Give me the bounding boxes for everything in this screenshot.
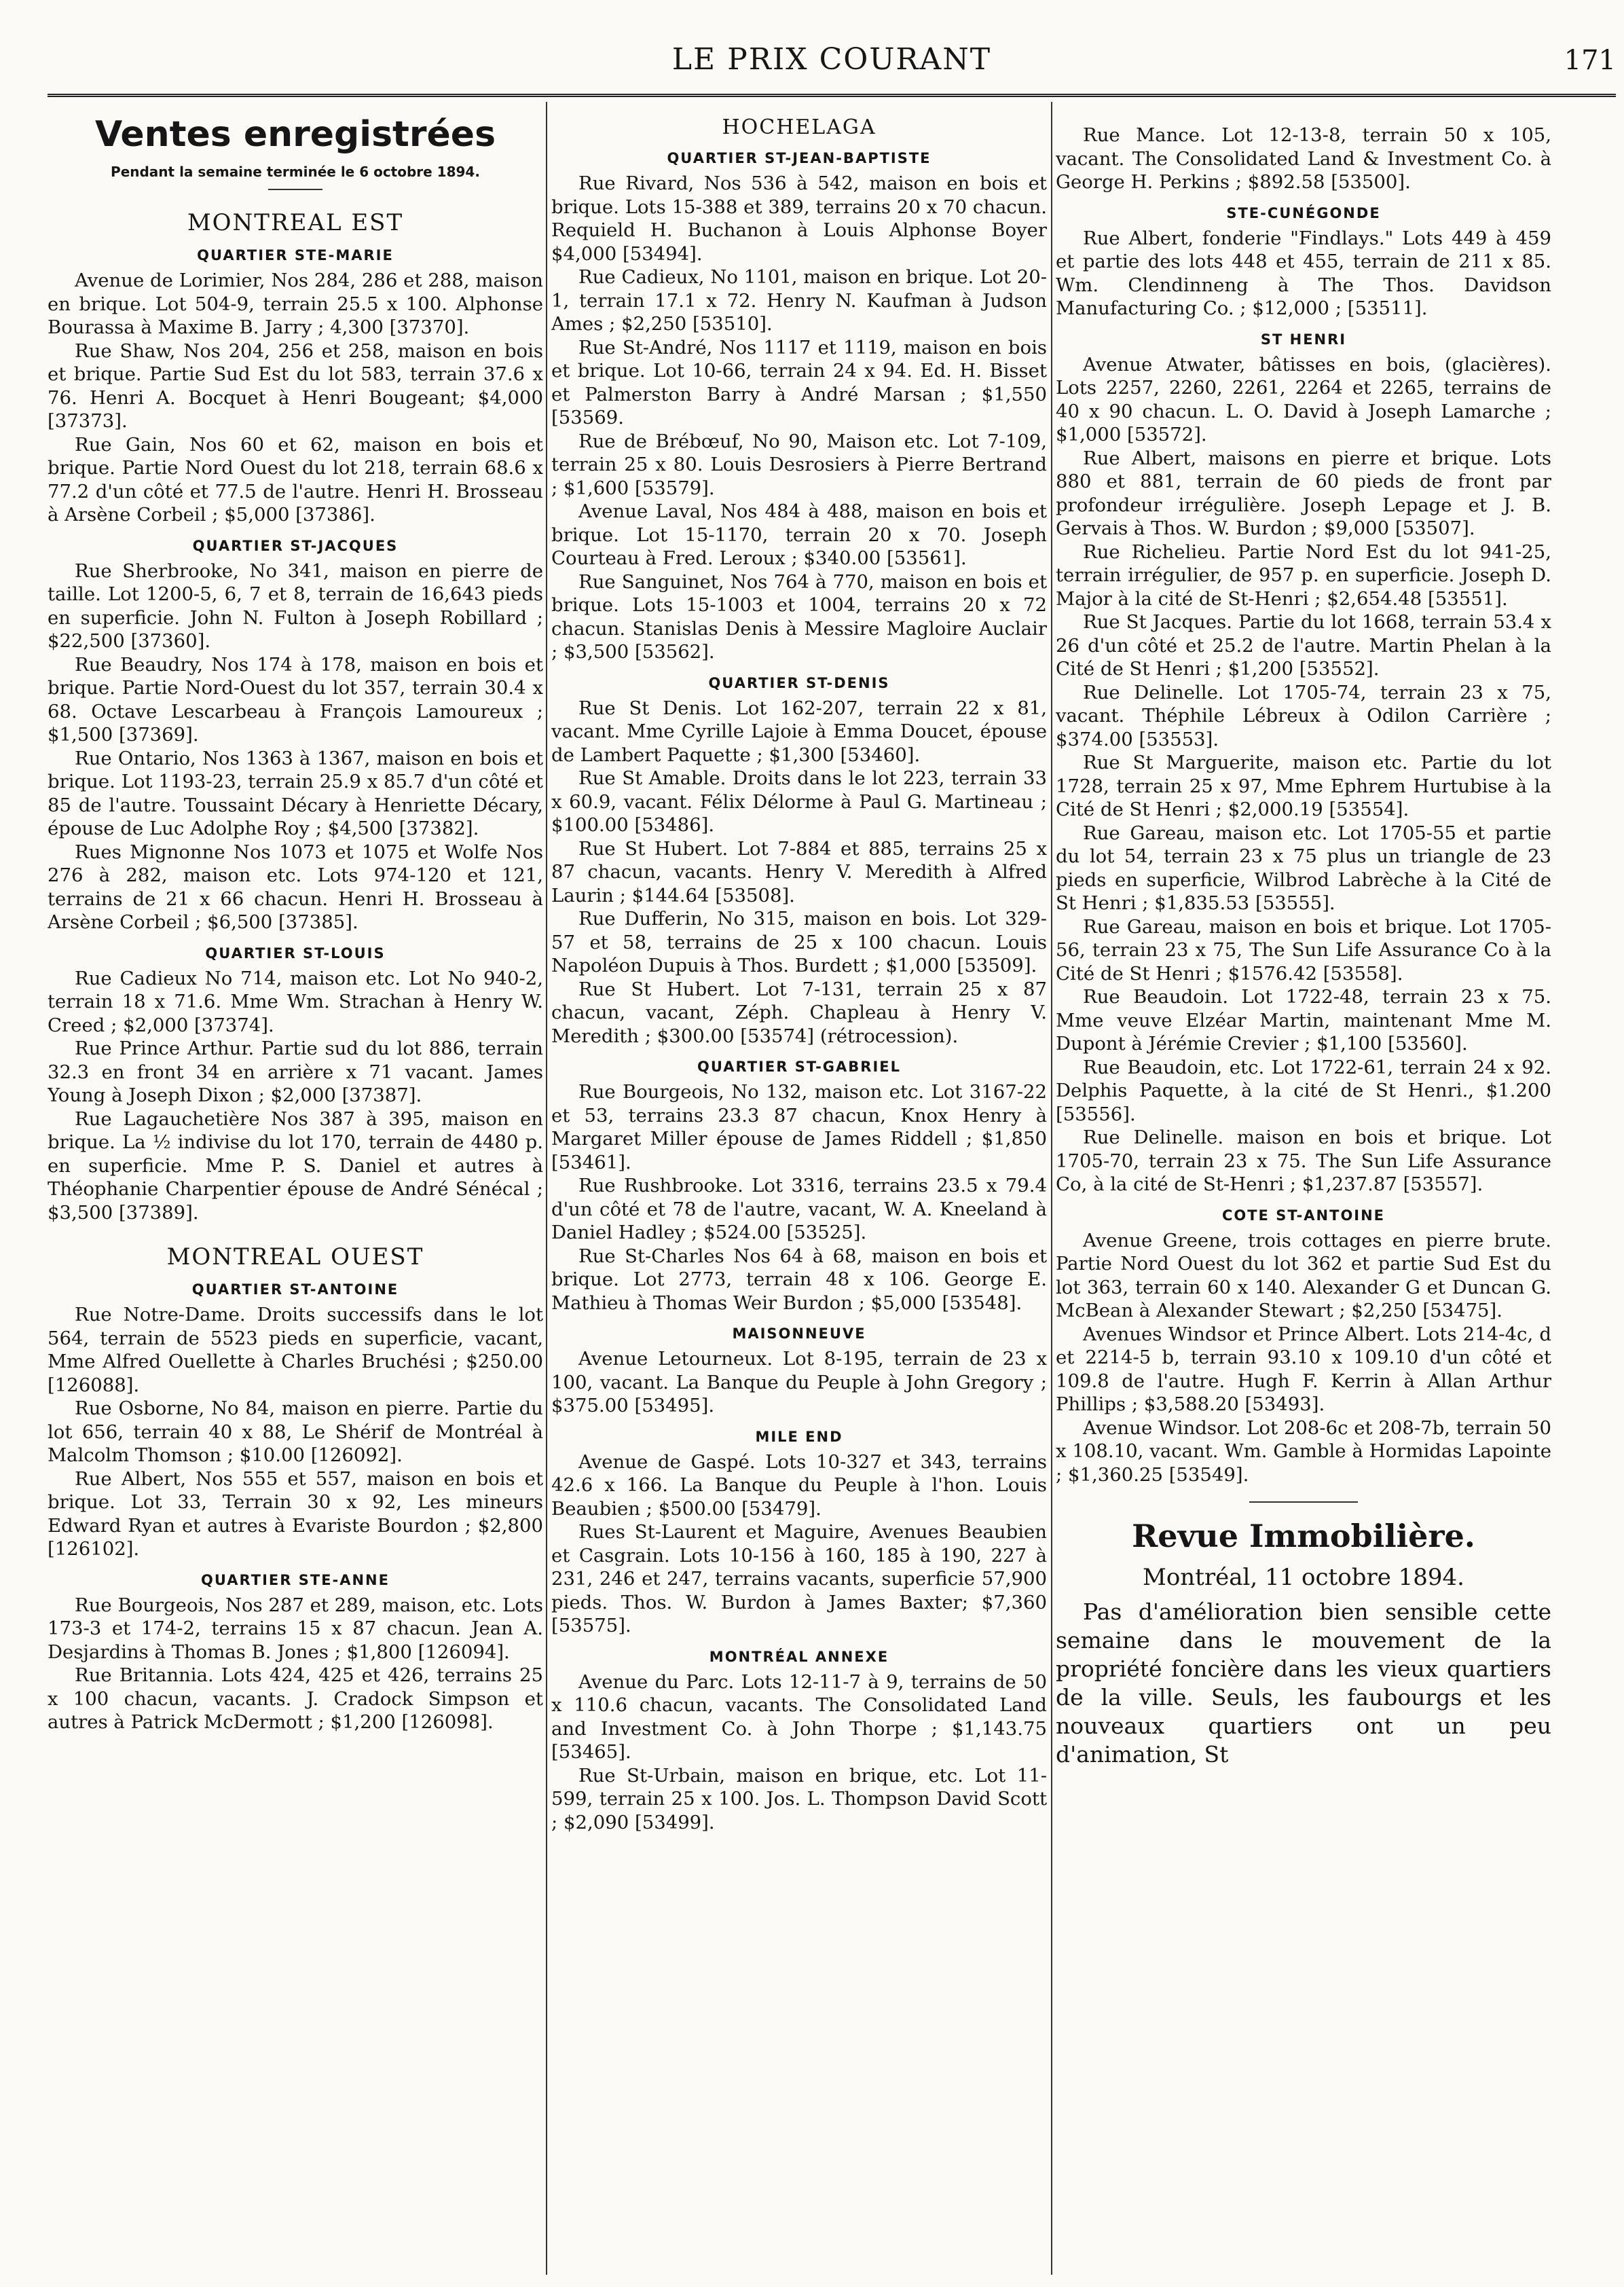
sale-entry: Rue Gareau, maison en bois et brique. Lot 1705-56, terrain 23 x 75, The Sun Life Assurance Co à la Cité de St Henri ; $1576.42 [53558]. <box>1056 915 1551 985</box>
revue-paragraph: Pas d'amélioration bien sensible cette semaine dans le mouvement de la propriété foncière dans les vieux quartiers de la ville. Seuls, les faubourgs et les nouveaux quartiers ont un peu d'animation, St <box>1056 1598 1551 1768</box>
sale-entry: Rue St-Urbain, maison en brique, etc. Lot 11-599, terrain 25 x 100. Jos. L. Thompson David Scott ; $2,090 [53499]. <box>551 1764 1047 1833</box>
region-heading: MONTREAL EST <box>187 209 404 236</box>
column-left <box>48 109 543 2271</box>
sale-entry: Rue St-André, Nos 1117 et 1119, maison en bois et brique. Lot 10-66, terrain 24 x 94. Ed. H. Bisset et Palmerston Barry à André Marsan ; $1,550 [53569. <box>551 336 1047 428</box>
sale-entry: Rue Lagauchetière Nos 387 à 395, maison en brique. La ½ indivise du lot 170, terrain de 4480 p. en superficie. Mme P. S. Daniel et autres à Théophanie Charpentier épouse de André Sénécal ; $3,500 [37389]. <box>48 1108 543 1224</box>
district-heading: QUARTIER STE-ANNE <box>201 1571 390 1588</box>
region-heading: HOCHELAGA <box>722 115 876 139</box>
sale-entry: Avenue de Gaspé. Lots 10-327 et 343, terrains 42.6 x 166. La Banque du Peuple à l'hon. Louis Beaubien ; $500.00 [53479]. <box>551 1450 1047 1520</box>
running-title: LE PRIX COURANT <box>671 42 992 77</box>
sale-entry: Rue Dufferin, No 315, maison en bois. Lot 329-57 et 58, terrains de 25 x 100 chacun. Louis Napoléon Dupuis à Thos. Burdett ; $1,000 [53509]. <box>551 908 1047 976</box>
sale-entry: Rue Gareau, maison etc. Lot 1705-55 et partie du lot 54, terrain 23 x 75 plus un triangle de 23 pieds en superficie, Wilbrod Labrèche à la Cité de St Henri ; $1,835.53 [53555]. <box>1056 822 1551 914</box>
sale-entry: Rue St Marguerite, maison etc. Partie du lot 1728, terrain 25 x 97, Mme Ephrem Hurtubise à la Cité de St Henri ; $2,000.19 [53554]. <box>1056 752 1551 820</box>
page-header <box>48 39 1616 87</box>
sale-entry: Avenue Atwater, bâtisses en bois, (glacières). Lots 2257, 2260, 2261, 2264 et 2265, terrains de 40 x 90 chacun. L. O. David à Joseph Lamarche ; $1,000 [53572]. <box>1056 353 1551 445</box>
sale-entry: Rue Beaudoin, etc. Lot 1722-61, terrain 24 x 92. Delphis Paquette, à la cité de St Henri., $1.200 [53556]. <box>1056 1056 1551 1125</box>
section-title: Ventes enregistrées <box>94 114 496 155</box>
header-rule <box>48 94 1616 101</box>
district-heading: QUARTIER ST-DENIS <box>708 674 890 691</box>
sale-entry: Rue Britannia. Lots 424, 425 et 426, terrains 25 x 100 chacun, vacants. J. Cradock Simpson et autres à Patrick McDermott ; $1,200 [126098]. <box>48 1664 543 1733</box>
sale-entry: Avenue Letourneux. Lot 8-195, terrain de 23 x 100, vacant. La Banque du Peuple à John Gregory ; $375.00 [53495]. <box>551 1348 1047 1416</box>
sale-entry: Rue Beaudry, Nos 174 à 178, maison en bois et brique. Partie Nord-Ouest du lot 357, terrain 30.4 x 68. Octave Lescarbeau à François Lamoureux ; $1,500 [37369]. <box>48 653 543 746</box>
sale-entry: Avenue Windsor. Lot 208-6c et 208-7b, terrain 50 x 108.10, vacant. Wm. Gamble à Hormidas Lapointe ; $1,360.25 [53549]. <box>1056 1416 1551 1486</box>
sale-entry: Rue Rushbrooke. Lot 3316, terrains 23.5 x 79.4 d'un côté et 78 de l'autre, vacant, W. A. Kneeland à Daniel Hadley ; $524.00 [53525]. <box>551 1175 1047 1243</box>
sale-entry: Rue Sherbrooke, No 341, maison en pierre de taille. Lot 1200-5, 6, 7 et 8, terrain de 16,643 pieds en superficie. John N. Fulton à Joseph Robillard ; $22,500 [37360]. <box>48 560 543 652</box>
sale-entry: Rues St-Laurent et Maguire, Avenues Beaubien et Casgrain. Lots 10-156 à 160, 185 à 190, 227 à 231, 246 et 247, terrains vacants, superficie 57,900 pieds. Thos. W. Burdon à James Baxter; $7,360 [53575]. <box>551 1521 1047 1636</box>
column-right <box>1056 109 1551 2271</box>
sale-entry: Rue Albert, Nos 555 et 557, maison en bois et brique. Lot 33, Terrain 30 x 92, Les mineurs Edward Ryan et autres à Evariste Bourdon ; $2,800 [126102]. <box>48 1467 543 1560</box>
sale-entry: Rue St-Charles Nos 64 à 68, maison en bois et brique. Lot 2773, terrain 48 x 106. George E. Mathieu à Thomas Weir Burdon ; $5,000 [53548]. <box>551 1245 1047 1314</box>
sale-entry: Rue Sanguinet, Nos 764 à 770, maison en bois et brique. Lots 15-1003 et 1004, terrains 20 x 72 chacun. Stanislas Denis à Messire Magloire Auclair ; $3,500 [53562]. <box>551 570 1047 663</box>
sale-entry: Rue Richelieu. Partie Nord Est du lot 941-25, terrain irrégulier, de 957 p. en superficie. Joseph D. Major à la cité de St-Henri ; $2,654.48 [53551]. <box>1056 541 1551 610</box>
sale-entry: Rue Gain, Nos 60 et 62, maison en bois et brique. Partie Nord Ouest du lot 218, terrain 68.6 x 77.2 d'un côté et 77.5 de l'autre. Henri H. Brosseau à Arsène Corbeil ; $5,000 [37386]. <box>48 433 543 526</box>
district-heading: MAISONNEUVE <box>732 1325 866 1342</box>
sale-entry: Rue St Amable. Droits dans le lot 223, terrain 33 x 60.9, vacant. Félix Délorme à Paul G. Martineau ; $100.00 [53486]. <box>551 767 1047 836</box>
sale-entry: Rue Bourgeois, No 132, maison etc. Lot 3167-22 et 53, terrains 23.3 87 chacun, Knox Henry à Margaret Miller épouse de James Riddell ; $1,850 [53461]. <box>551 1081 1047 1173</box>
sale-entry: Rue Albert, maisons en pierre et brique. Lots 880 et 881, terrain de 60 pieds de front par profondeur irrégulière. Joseph Lepage et J. B. Gervais à Thos. W. Burdon ; $9,000 [53507]. <box>1056 447 1551 539</box>
sale-entry: Rue Cadieux, No 1101, maison en brique. Lot 20-1, terrain 17.1 x 72. Henry N. Kaufman à Judson Ames ; $2,250 [53510]. <box>551 266 1047 335</box>
sale-entry: Rue de Brébœuf, No 90, Maison etc. Lot 7-109, terrain 25 x 80. Louis Desrosiers à Pierre Bertrand ; $1,600 [53579]. <box>551 430 1047 499</box>
sale-entry: Avenue Laval, Nos 484 à 488, maison en bois et brique. Lot 15-1170, terrain 20 x 70. Joseph Courteau à Fred. Leroux ; $340.00 [53561]. <box>551 500 1047 569</box>
sale-entry: Rue Cadieux No 714, maison etc. Lot No 940-2, terrain 18 x 71.6. Mme Wm. Strachan à Henry W. Creed ; $2,000 [37374]. <box>48 967 543 1036</box>
district-heading: QUARTIER ST-ANTOINE <box>191 1281 399 1298</box>
sale-entry: Rue St Jacques. Partie du lot 1668, terrain 53.4 x 26 d'un côté et 25.2 de l'autre. Martin Phelan à la Cité de St Henri ; $1,200 [53552]. <box>1056 611 1551 680</box>
divider <box>268 189 322 190</box>
column-divider <box>546 102 547 2275</box>
sale-entry: Rue Albert, fonderie "Findlays." Lots 449 à 459 et partie des lots 448 et 455, terrain de 211 x 85. Wm. Clendinneng à The Thos. Davidson Manufacturing Co. ; $12,000 ; [53511]. <box>1056 227 1551 319</box>
district-heading: QUARTIER ST-LOUIS <box>205 945 386 962</box>
sale-entry: Rues Mignonne Nos 1073 et 1075 et Wolfe Nos 276 à 282, maison etc. Lots 974-120 et 121, terrains de 21 x 66 chacun. Henri H. Brosseau à Arsène Corbeil ; $6,500 [37385]. <box>48 841 543 933</box>
sale-entry: Rue Shaw, Nos 204, 256 et 258, maison en bois et brique. Partie Sud Est du lot 583, terrain 37.6 x 76. Henri A. Bocquet à Henri Bougeant; $4,000 [37373]. <box>48 340 543 432</box>
sale-entry: Avenue de Lorimier, Nos 284, 286 et 288, maison en brique. Lot 504-9, terrain 25.5 x 100. Alphonse Bourassa à Maxime B. Jarry ; 4,300 [37370]. <box>48 270 543 338</box>
sale-entry: Rue Notre-Dame. Droits successifs dans le lot 564, terrain de 5523 pieds en superficie, vacant, Mme Alfred Ouellette à Charles Bruchési ; $250.00 [126088]. <box>48 1304 543 1396</box>
revue-dateline: Montréal, 11 octobre 1894. <box>1143 1564 1464 1591</box>
column-divider <box>1051 102 1052 2275</box>
ornament-divider <box>1249 1501 1358 1503</box>
district-heading: QUARTIER STE-MARIE <box>197 247 394 263</box>
page-number: 171 <box>1564 45 1616 76</box>
sale-entry: Rue St Hubert. Lot 7-884 et 885, terrains 25 x 87 chacun, vacants. Henry V. Meredith à Alfred Laurin ; $144.64 [53508]. <box>551 837 1047 907</box>
sale-entry: Avenue Greene, trois cottages en pierre brute. Partie Nord Ouest du lot 362 et partie Sud Est du lot 363, terrain 60 x 140. Alexander G et Duncan G. McBean à Alexander Stewart ; $2,250 [53475]. <box>1056 1229 1551 1321</box>
region-heading: MONTREAL OUEST <box>166 1243 424 1270</box>
sale-entry: Rue Osborne, No 84, maison en pierre. Partie du lot 656, terrain 40 x 88, Le Shérif de Montréal à Malcolm Thomson ; $10.00 [126092]. <box>48 1397 543 1466</box>
sale-entry: Rue St Hubert. Lot 7-131, terrain 25 x 87 chacun, vacant, Zéph. Chapleau à Henry V. Meredith ; $300.00 [53574] (rétrocession). <box>551 978 1047 1047</box>
district-heading: QUARTIER ST-JACQUES <box>192 537 399 554</box>
district-heading: ST HENRI <box>1260 331 1347 348</box>
sale-entry: Rue Beaudoin. Lot 1722-48, terrain 23 x 75. Mme veuve Elzéar Martin, maintenant Mme M. Dupont à Jérémie Crevier ; $1,100 [53560]. <box>1056 986 1551 1055</box>
district-heading: MONTRÉAL ANNEXE <box>709 1648 889 1665</box>
sale-entry: Avenues Windsor et Prince Albert. Lots 214-4c, d et 2214-5 b, terrain 93.10 x 109.10 d'un côté et 109.8 de l'autre. Hugh F. Kerrin à Allan Arthur Phillips ; $3,588.20 [53493]. <box>1056 1323 1551 1415</box>
sale-entry: Rue Ontario, Nos 1363 à 1367, maison en bois et brique. Lot 1193-23, terrain 25.9 x 85.7 d'un côté et 85 de l'autre. Toussaint Décary à Henriette Décary, épouse de Luc Adolphe Roy ; $4,500 [37382]. <box>48 747 543 839</box>
section-subtitle: Pendant la semaine terminée le 6 octobre 1894. <box>111 164 480 180</box>
sale-entry: Rue Prince Arthur. Partie sud du lot 886, terrain 32.3 en front 34 en arrière x 71 vacant. James Young à Joseph Dixon ; $2,000 [37387]. <box>48 1038 543 1106</box>
district-heading: MILE END <box>755 1428 843 1445</box>
sale-entry: Avenue du Parc. Lots 12-11-7 à 9, terrains de 50 x 110.6 chacun, vacants. The Consolidated Land and Investment Co. à John Thorpe ; $1,143.75 [53465]. <box>551 1670 1047 1763</box>
sale-entry: Rue St Denis. Lot 162-207, terrain 22 x 81, vacant. Mme Cyrille Lajoie à Emma Doucet, épouse de Lambert Paquette ; $1,300 [53460]. <box>551 697 1047 766</box>
column-middle <box>551 109 1047 2271</box>
sale-entry: Rue Mance. Lot 12-13-8, terrain 50 x 105, vacant. The Consolidated Land & Investment Co. à George H. Perkins ; $892.58 [53500]. <box>1056 124 1551 193</box>
revue-title: Revue Immobilière. <box>1132 1518 1475 1554</box>
district-heading: QUARTIER ST-JEAN-BAPTISTE <box>667 150 931 166</box>
sale-entry: Rue Rivard, Nos 536 à 542, maison en bois et brique. Lots 15-388 et 389, terrains 20 x 70 chacun. Requield H. Buchanon à Louis Alphonse Boyer $4,000 [53494]. <box>551 172 1047 265</box>
sale-entry: Rue Bourgeois, Nos 287 et 289, maison, etc. Lots 173-3 et 174-2, terrains 15 x 87 chacun. Jean A. Desjardins à Thomas B. Jones ; $1,800 [126094]. <box>48 1594 543 1663</box>
district-heading: QUARTIER ST-GABRIEL <box>697 1059 901 1075</box>
district-heading: COTE ST-ANTOINE <box>1221 1207 1386 1224</box>
sale-entry: Rue Delinelle. maison en bois et brique. Lot 1705-70, terrain 23 x 75. The Sun Life Assurance Co, à la cité de St-Henri ; $1,237.87 [53557]. <box>1056 1127 1551 1195</box>
district-heading: STE-CUNÉGONDE <box>1226 204 1381 221</box>
sale-entry: Rue Delinelle. Lot 1705-74, terrain 23 x 75, vacant. Théphile Lébreux à Odilon Carrière ; $374.00 [53553]. <box>1056 681 1551 750</box>
